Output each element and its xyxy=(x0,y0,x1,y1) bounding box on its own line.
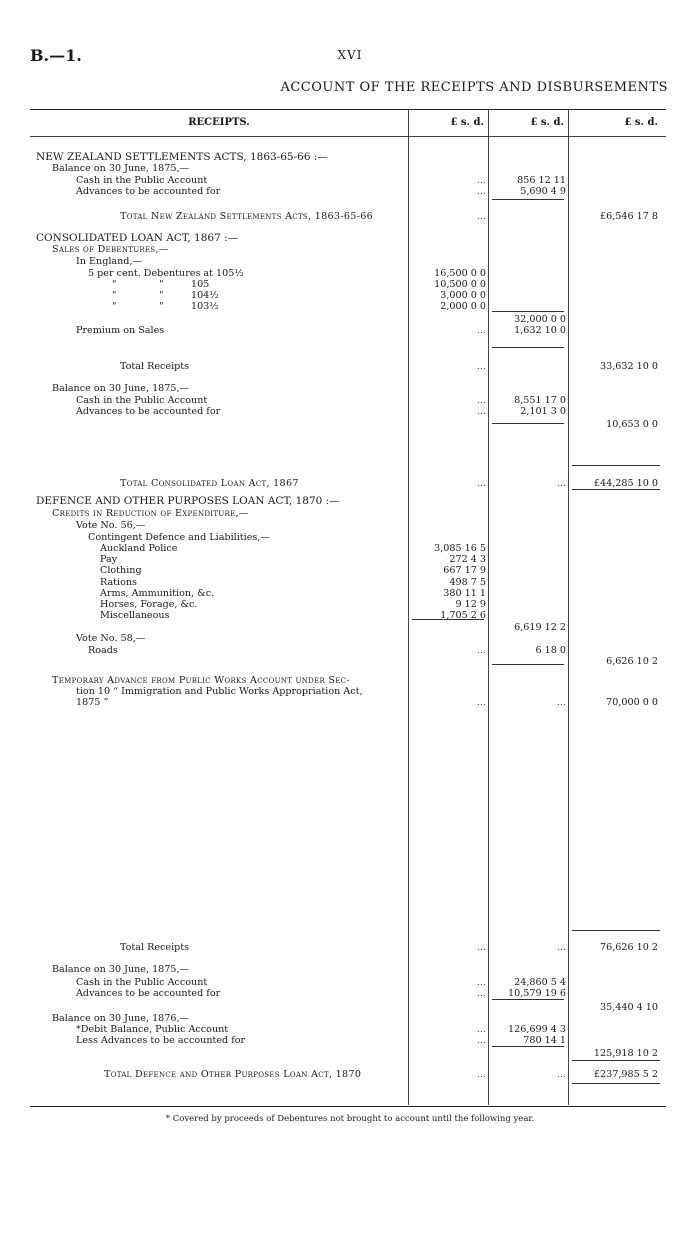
amount-c2: ... xyxy=(556,697,566,708)
ledger-row xyxy=(30,543,666,554)
ledger-row xyxy=(30,520,666,531)
ledger-row xyxy=(30,478,666,489)
ledger-row xyxy=(30,419,666,430)
row-label: CONSOLIDATED LOAN ACT, 1867 :— xyxy=(36,232,239,244)
amount-c2: ... xyxy=(556,1069,566,1080)
row-label: Miscellaneous xyxy=(100,610,170,621)
amount-c1: 667 17 9 xyxy=(443,565,486,576)
ledger-row xyxy=(30,686,666,697)
ledger-row xyxy=(30,279,666,290)
row-label: Vote No. 56,— xyxy=(76,520,146,531)
ledger-row xyxy=(30,211,666,222)
row-label: Roads xyxy=(88,645,118,656)
ledger-row xyxy=(30,610,666,621)
row-label: Less Advances to be accounted for xyxy=(76,1035,246,1046)
row-label: Premium on Sales xyxy=(76,325,165,336)
ledger-row xyxy=(30,186,666,197)
ledger-row xyxy=(30,244,666,255)
row-label: Rations xyxy=(100,577,137,588)
page-number: XVI xyxy=(337,48,363,62)
amount-c1: ... xyxy=(476,406,486,417)
row-label: Total New Zealand Settlements Acts, 1863-65-66 xyxy=(120,211,374,222)
ledger-row xyxy=(30,964,666,975)
ledger-row xyxy=(30,1024,666,1035)
amount-c3: £237,985 5 2 xyxy=(593,1069,658,1080)
row-label: Advances to be accounted for xyxy=(76,186,221,197)
row-label: " " 103½ xyxy=(112,301,219,312)
amount-c3: 125,918 10 2 xyxy=(593,1048,658,1059)
amount-c1: ... xyxy=(476,1035,486,1046)
row-label: " " 105 xyxy=(112,279,210,290)
ledger-row xyxy=(30,290,666,301)
sum-rule xyxy=(572,1060,660,1061)
row-label: Balance on 30 June, 1875,— xyxy=(52,964,190,975)
amount-c1: ... xyxy=(476,1069,486,1080)
pounds-column-header-3: £ s. d. xyxy=(624,117,658,128)
ledger-row xyxy=(30,977,666,988)
ledger-row xyxy=(30,301,666,312)
sum-rule xyxy=(492,664,564,665)
amount-c1: 3,085 16 5 xyxy=(434,543,486,554)
row-label: Sales of Debentures,— xyxy=(52,244,169,255)
amount-c1: ... xyxy=(476,645,486,656)
amount-c1: ... xyxy=(476,395,486,406)
sum-rule xyxy=(572,930,660,931)
amount-c1: ... xyxy=(476,478,486,489)
ledger-row xyxy=(30,233,666,244)
amount-c1: 1,705 2 6 xyxy=(440,610,486,621)
ledger-row xyxy=(30,565,666,576)
ledger-row xyxy=(30,675,666,686)
row-label: *Debit Balance, Public Account xyxy=(76,1024,229,1035)
ledger-row xyxy=(30,988,666,999)
amount-c1: ... xyxy=(476,697,486,708)
sum-rule xyxy=(492,347,564,348)
amount-c1: 9 12 9 xyxy=(455,599,486,610)
sum-rule xyxy=(572,489,660,490)
ledger-row xyxy=(30,395,666,406)
row-label: 5 per cent. Debentures at 105½ xyxy=(88,268,244,279)
ledger-row xyxy=(30,532,666,543)
amount-c1: 380 11 1 xyxy=(443,588,486,599)
ledger-row xyxy=(30,577,666,588)
ledger-row xyxy=(30,1048,666,1059)
amount-c1: ... xyxy=(476,175,486,186)
pounds-column-header-1: £ s. d. xyxy=(450,117,484,128)
ledger-row xyxy=(30,508,666,519)
amount-c2: 2,101 3 0 xyxy=(520,406,566,417)
amount-c1: 272 4 3 xyxy=(449,554,486,565)
row-label: Balance on 30 June, 1875,— xyxy=(52,383,190,394)
row-label: Balance on 30 June, 1875,— xyxy=(52,163,190,174)
row-label: Total Consolidated Loan Act, 1867 xyxy=(120,478,299,489)
amount-c1: ... xyxy=(476,186,486,197)
sum-rule xyxy=(492,199,564,200)
row-label: Cash in the Public Account xyxy=(76,175,208,186)
row-label: " " 104½ xyxy=(112,290,219,301)
amount-c2: 6 18 0 xyxy=(535,645,566,656)
ledger-row xyxy=(30,942,666,953)
sum-rule xyxy=(492,311,564,312)
row-label: Total Defence and Other Purposes Loan Act, 1870 xyxy=(104,1069,362,1080)
ledger-row xyxy=(30,325,666,336)
amount-c1: 498 7 5 xyxy=(449,577,486,588)
ledger-row xyxy=(30,599,666,610)
sum-rule xyxy=(572,465,660,466)
header-rule xyxy=(30,136,666,137)
amount-c2: 6,619 12 2 xyxy=(514,622,566,633)
row-label: Advances to be accounted for xyxy=(76,988,221,999)
ledger-row xyxy=(30,1002,666,1013)
ledger-row xyxy=(30,697,666,708)
amount-c1: 10,500 0 0 xyxy=(434,279,486,290)
row-label: Balance on 30 June, 1876,— xyxy=(52,1013,190,1024)
ledger-row xyxy=(30,588,666,599)
amount-c2: 24,860 5 4 xyxy=(514,977,566,988)
amount-c1: 3,000 0 0 xyxy=(440,290,486,301)
row-label: Total Receipts xyxy=(120,942,190,953)
row-label: Cash in the Public Account xyxy=(76,977,208,988)
amount-c1: ... xyxy=(476,988,486,999)
amount-c3: 70,000 0 0 xyxy=(606,697,658,708)
ledger-row xyxy=(30,496,666,507)
row-label: DEFENCE AND OTHER PURPOSES LOAN ACT, 1870 :— xyxy=(36,495,340,507)
amount-c3: £44,285 10 0 xyxy=(593,478,658,489)
row-label: Auckland Police xyxy=(100,543,178,554)
sum-rule xyxy=(492,423,564,424)
footnote: * Covered by proceeds of Debentures not brought to account until the following year. xyxy=(165,1114,535,1124)
sum-rule xyxy=(412,619,484,620)
report-series: B.—1. xyxy=(30,46,82,65)
row-label: NEW ZEALAND SETTLEMENTS ACTS, 1863-65-66 :— xyxy=(36,151,328,163)
row-label: Arms, Ammunition, &c. xyxy=(100,588,215,599)
amount-c2: 1,632 10 0 xyxy=(514,325,566,336)
amount-c3: 76,626 10 2 xyxy=(600,942,658,953)
ledger-row xyxy=(30,656,666,667)
amount-c1: 2,000 0 0 xyxy=(440,301,486,312)
amount-c2: 32,000 0 0 xyxy=(514,314,566,325)
amount-c2: 856 12 11 xyxy=(517,175,566,186)
ledger-row xyxy=(30,163,666,174)
amount-c1: ... xyxy=(476,325,486,336)
ledger-row xyxy=(30,256,666,267)
amount-c2: 8,551 17 0 xyxy=(514,395,566,406)
receipts-column-header: RECEIPTS. xyxy=(188,117,250,128)
ledger-row xyxy=(30,554,666,565)
ledger-row xyxy=(30,314,666,325)
amount-c2: 10,579 19 6 xyxy=(508,988,566,999)
row-label: Vote No. 58,— xyxy=(76,633,146,644)
ledger-row xyxy=(30,1013,666,1024)
amount-c1: ... xyxy=(476,942,486,953)
ledger-row xyxy=(30,268,666,279)
row-label: Contingent Defence and Liabilities,— xyxy=(88,532,270,543)
amount-c2: 780 14 1 xyxy=(523,1035,566,1046)
row-label: In England,— xyxy=(76,256,143,267)
pounds-column-header-2: £ s. d. xyxy=(530,117,564,128)
row-label: Horses, Forage, &c. xyxy=(100,599,198,610)
amount-c3: 6,626 10 2 xyxy=(606,656,658,667)
ledger-row xyxy=(30,633,666,644)
amount-c3: £6,546 17 8 xyxy=(600,211,658,222)
row-label: 1875 ” xyxy=(76,697,109,708)
amount-c1: 16,500 0 0 xyxy=(434,268,486,279)
amount-c3: 35,440 4 10 xyxy=(600,1002,658,1013)
row-label: Temporary Advance from Public Works Account under Sec- xyxy=(52,675,350,686)
amount-c3: 33,632 10 0 xyxy=(600,361,658,372)
ledger-row xyxy=(30,152,666,163)
sum-rule xyxy=(572,1083,660,1084)
ledger-row xyxy=(30,645,666,656)
account-title: ACCOUNT OF THE RECEIPTS AND DISBURSEMENTS xyxy=(280,80,668,95)
row-label: Cash in the Public Account xyxy=(76,395,208,406)
amount-c2: ... xyxy=(556,942,566,953)
ledger-row xyxy=(30,175,666,186)
ledger-row xyxy=(30,383,666,394)
ledger-row xyxy=(30,1069,666,1080)
amount-c1: ... xyxy=(476,361,486,372)
row-label: Pay xyxy=(100,554,118,565)
row-label: Advances to be accounted for xyxy=(76,406,221,417)
amount-c1: ... xyxy=(476,1024,486,1035)
amount-c2: ... xyxy=(556,478,566,489)
sum-rule xyxy=(492,1046,564,1047)
row-label: Total Receipts xyxy=(120,361,190,372)
ledger-row xyxy=(30,406,666,417)
amount-c1: ... xyxy=(476,211,486,222)
row-label: Credits in Reduction of Expenditure,— xyxy=(52,508,249,519)
amount-c2: 5,690 4 9 xyxy=(520,186,566,197)
row-label: Clothing xyxy=(100,565,142,576)
amount-c1: ... xyxy=(476,977,486,988)
ledger-row xyxy=(30,361,666,372)
ledger-row xyxy=(30,1035,666,1046)
amount-c2: 126,699 4 3 xyxy=(508,1024,566,1035)
ledger-row xyxy=(30,622,666,633)
row-label: tion 10 “ Immigration and Public Works Appropriation Act, xyxy=(76,686,363,697)
amount-c3: 10,653 0 0 xyxy=(606,419,658,430)
sum-rule xyxy=(492,999,564,1000)
